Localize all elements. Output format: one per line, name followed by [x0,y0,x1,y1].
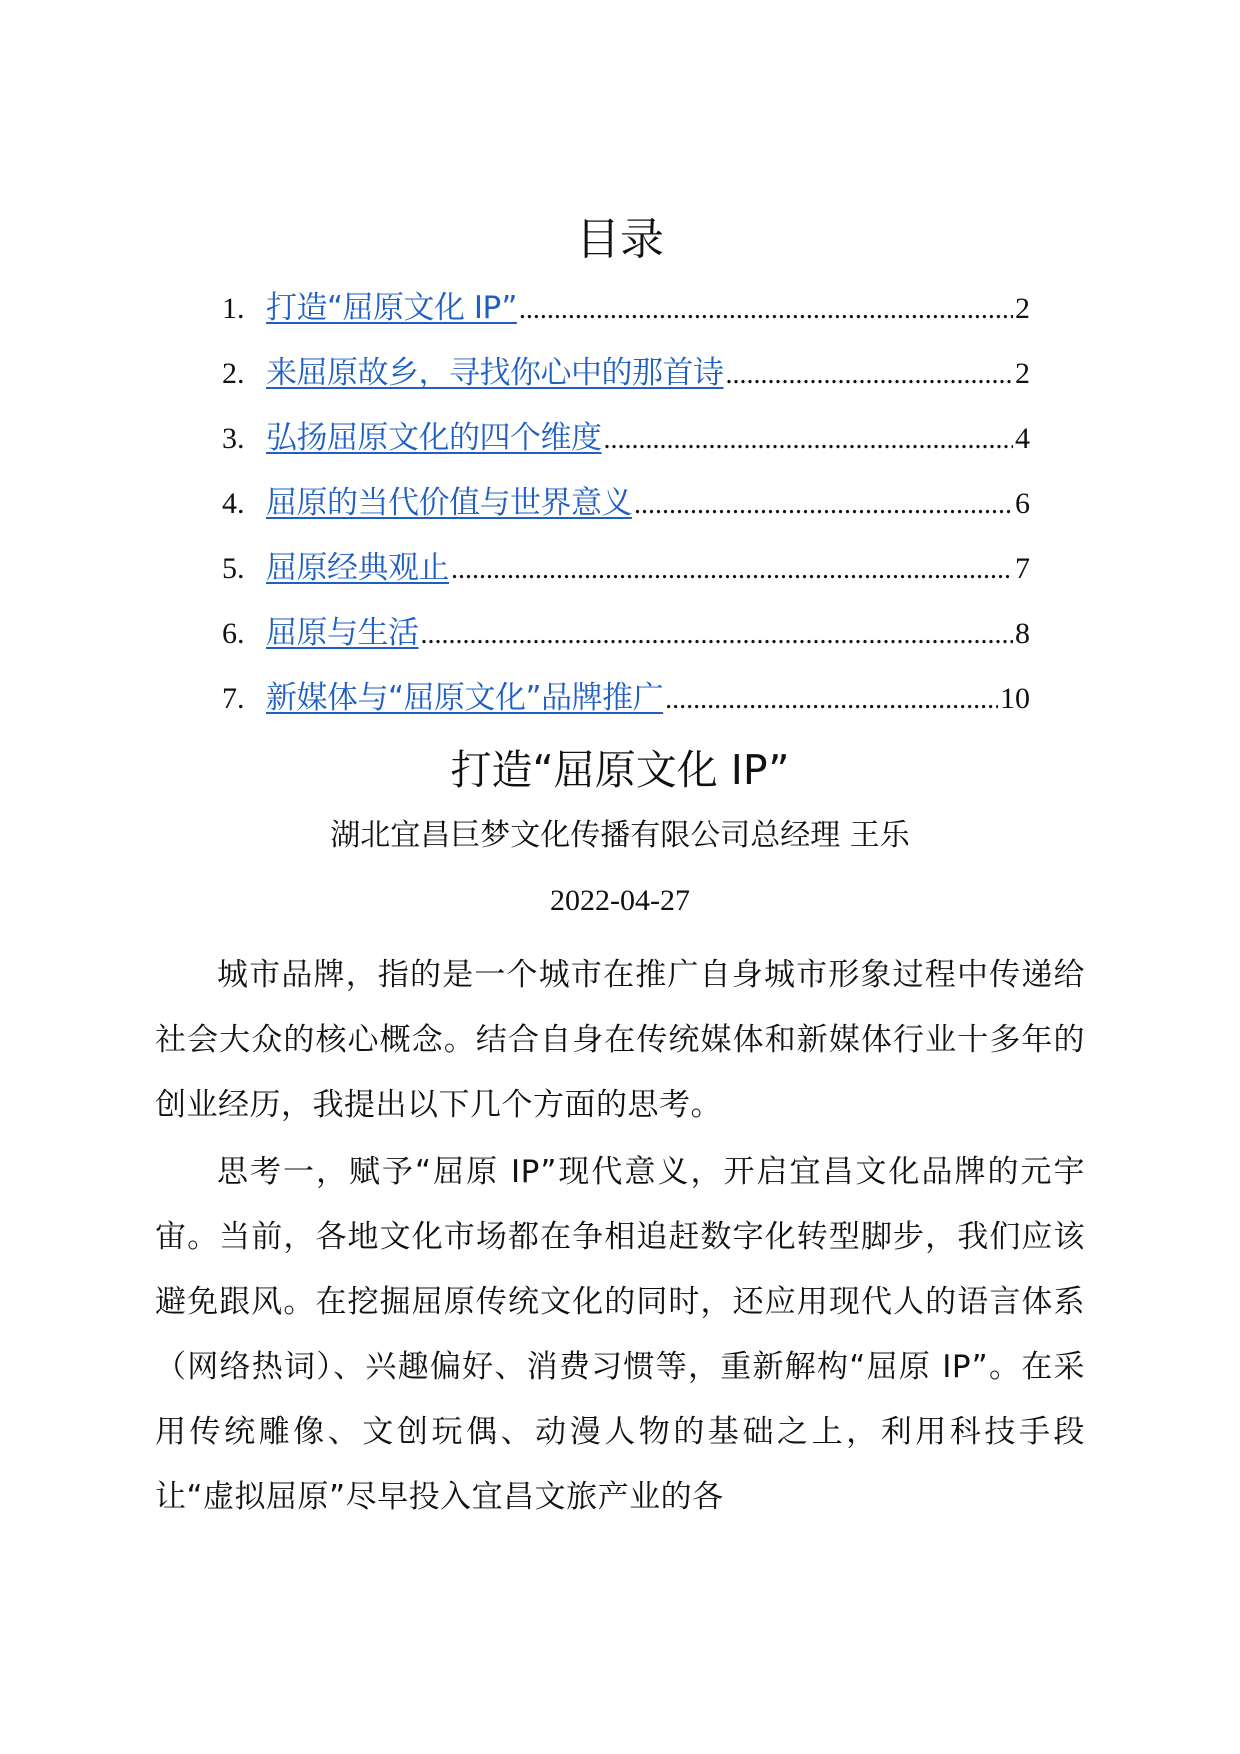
toc-item [222,548,1030,613]
toc-item-link[interactable]: 屈原的当代价值与世界意义 [266,485,632,521]
toc-item-number: 2. [222,357,245,390]
article-date: 2022-04-27 [550,884,690,917]
toc-item [222,483,1030,548]
body-paragraph: 思考一，赋予“屈原 IP”现代意义，开启宜昌文化品牌的元宇宙。当前，各地文化市场都在争相追赶数字化转型脚步，我们应该避免跟风。在挖掘屈原传统文化的同时，还应用现代人的语言体系（网络热词）、兴趣偏好、消费习惯等，重新解构“屈原 IP”。在采用传统雕像、文创玩偶、动漫人物的基础之上，利用科技手段让“虚拟屈原”尽早投入宜昌文旅产业的各 [155,1154,1085,1515]
toc-title: 目录 [576,214,664,265]
toc-item [222,288,1030,353]
toc-item-link[interactable]: 打造“屈原文化 IP” [266,290,517,326]
toc-item-link[interactable]: 屈原与生活 [266,615,419,651]
article-body [155,943,1085,1532]
toc-item-number: 1. [222,292,245,325]
toc-leader-dots [604,420,1014,460]
body-paragraph: 城市品牌，指的是一个城市在推广自身城市形象过程中传递给社会大众的核心概念。结合自身在传统媒体和新媒体行业十多年的创业经历，我提出以下几个方面的思考。 [155,957,1085,1123]
toc-item-number: 6. [222,617,245,650]
toc-item [222,353,1030,418]
toc-item-link[interactable]: 来屈原故乡，寻找你心中的那首诗 [266,355,724,391]
toc-item-page: 2 [1015,357,1030,390]
toc-item-link[interactable]: 新媒体与“屈原文化”品牌推广 [266,680,664,716]
toc-item-page: 7 [1015,552,1030,585]
toc-item-number: 5. [222,552,245,585]
toc-item-page: 6 [1015,487,1030,520]
toc-item [222,418,1030,483]
toc-leader-dots [726,355,1014,395]
toc-leader-dots [665,680,998,720]
toc-item-number: 3. [222,422,245,455]
toc-item-link[interactable]: 弘扬屈原文化的四个维度 [266,420,602,456]
toc-leader-dots [451,550,1013,590]
toc-leader-dots [634,485,1013,525]
toc-leader-dots [519,290,1013,330]
toc-item-page: 10 [1000,682,1030,715]
article-title: 打造“屈原文化 IP” [450,746,790,794]
toc-item-link[interactable]: 屈原经典观止 [266,550,449,586]
table-of-contents [222,288,1030,743]
toc-item [222,613,1030,678]
toc-item-page: 8 [1015,617,1030,650]
toc-leader-dots [421,615,1014,655]
toc-item-page: 4 [1015,422,1030,455]
toc-item-number: 7. [222,682,245,715]
toc-item [222,678,1030,743]
toc-item-page: 2 [1015,292,1030,325]
toc-item-number: 4. [222,487,245,520]
article-byline: 湖北宜昌巨梦文化传播有限公司总经理 王乐 [330,818,910,853]
